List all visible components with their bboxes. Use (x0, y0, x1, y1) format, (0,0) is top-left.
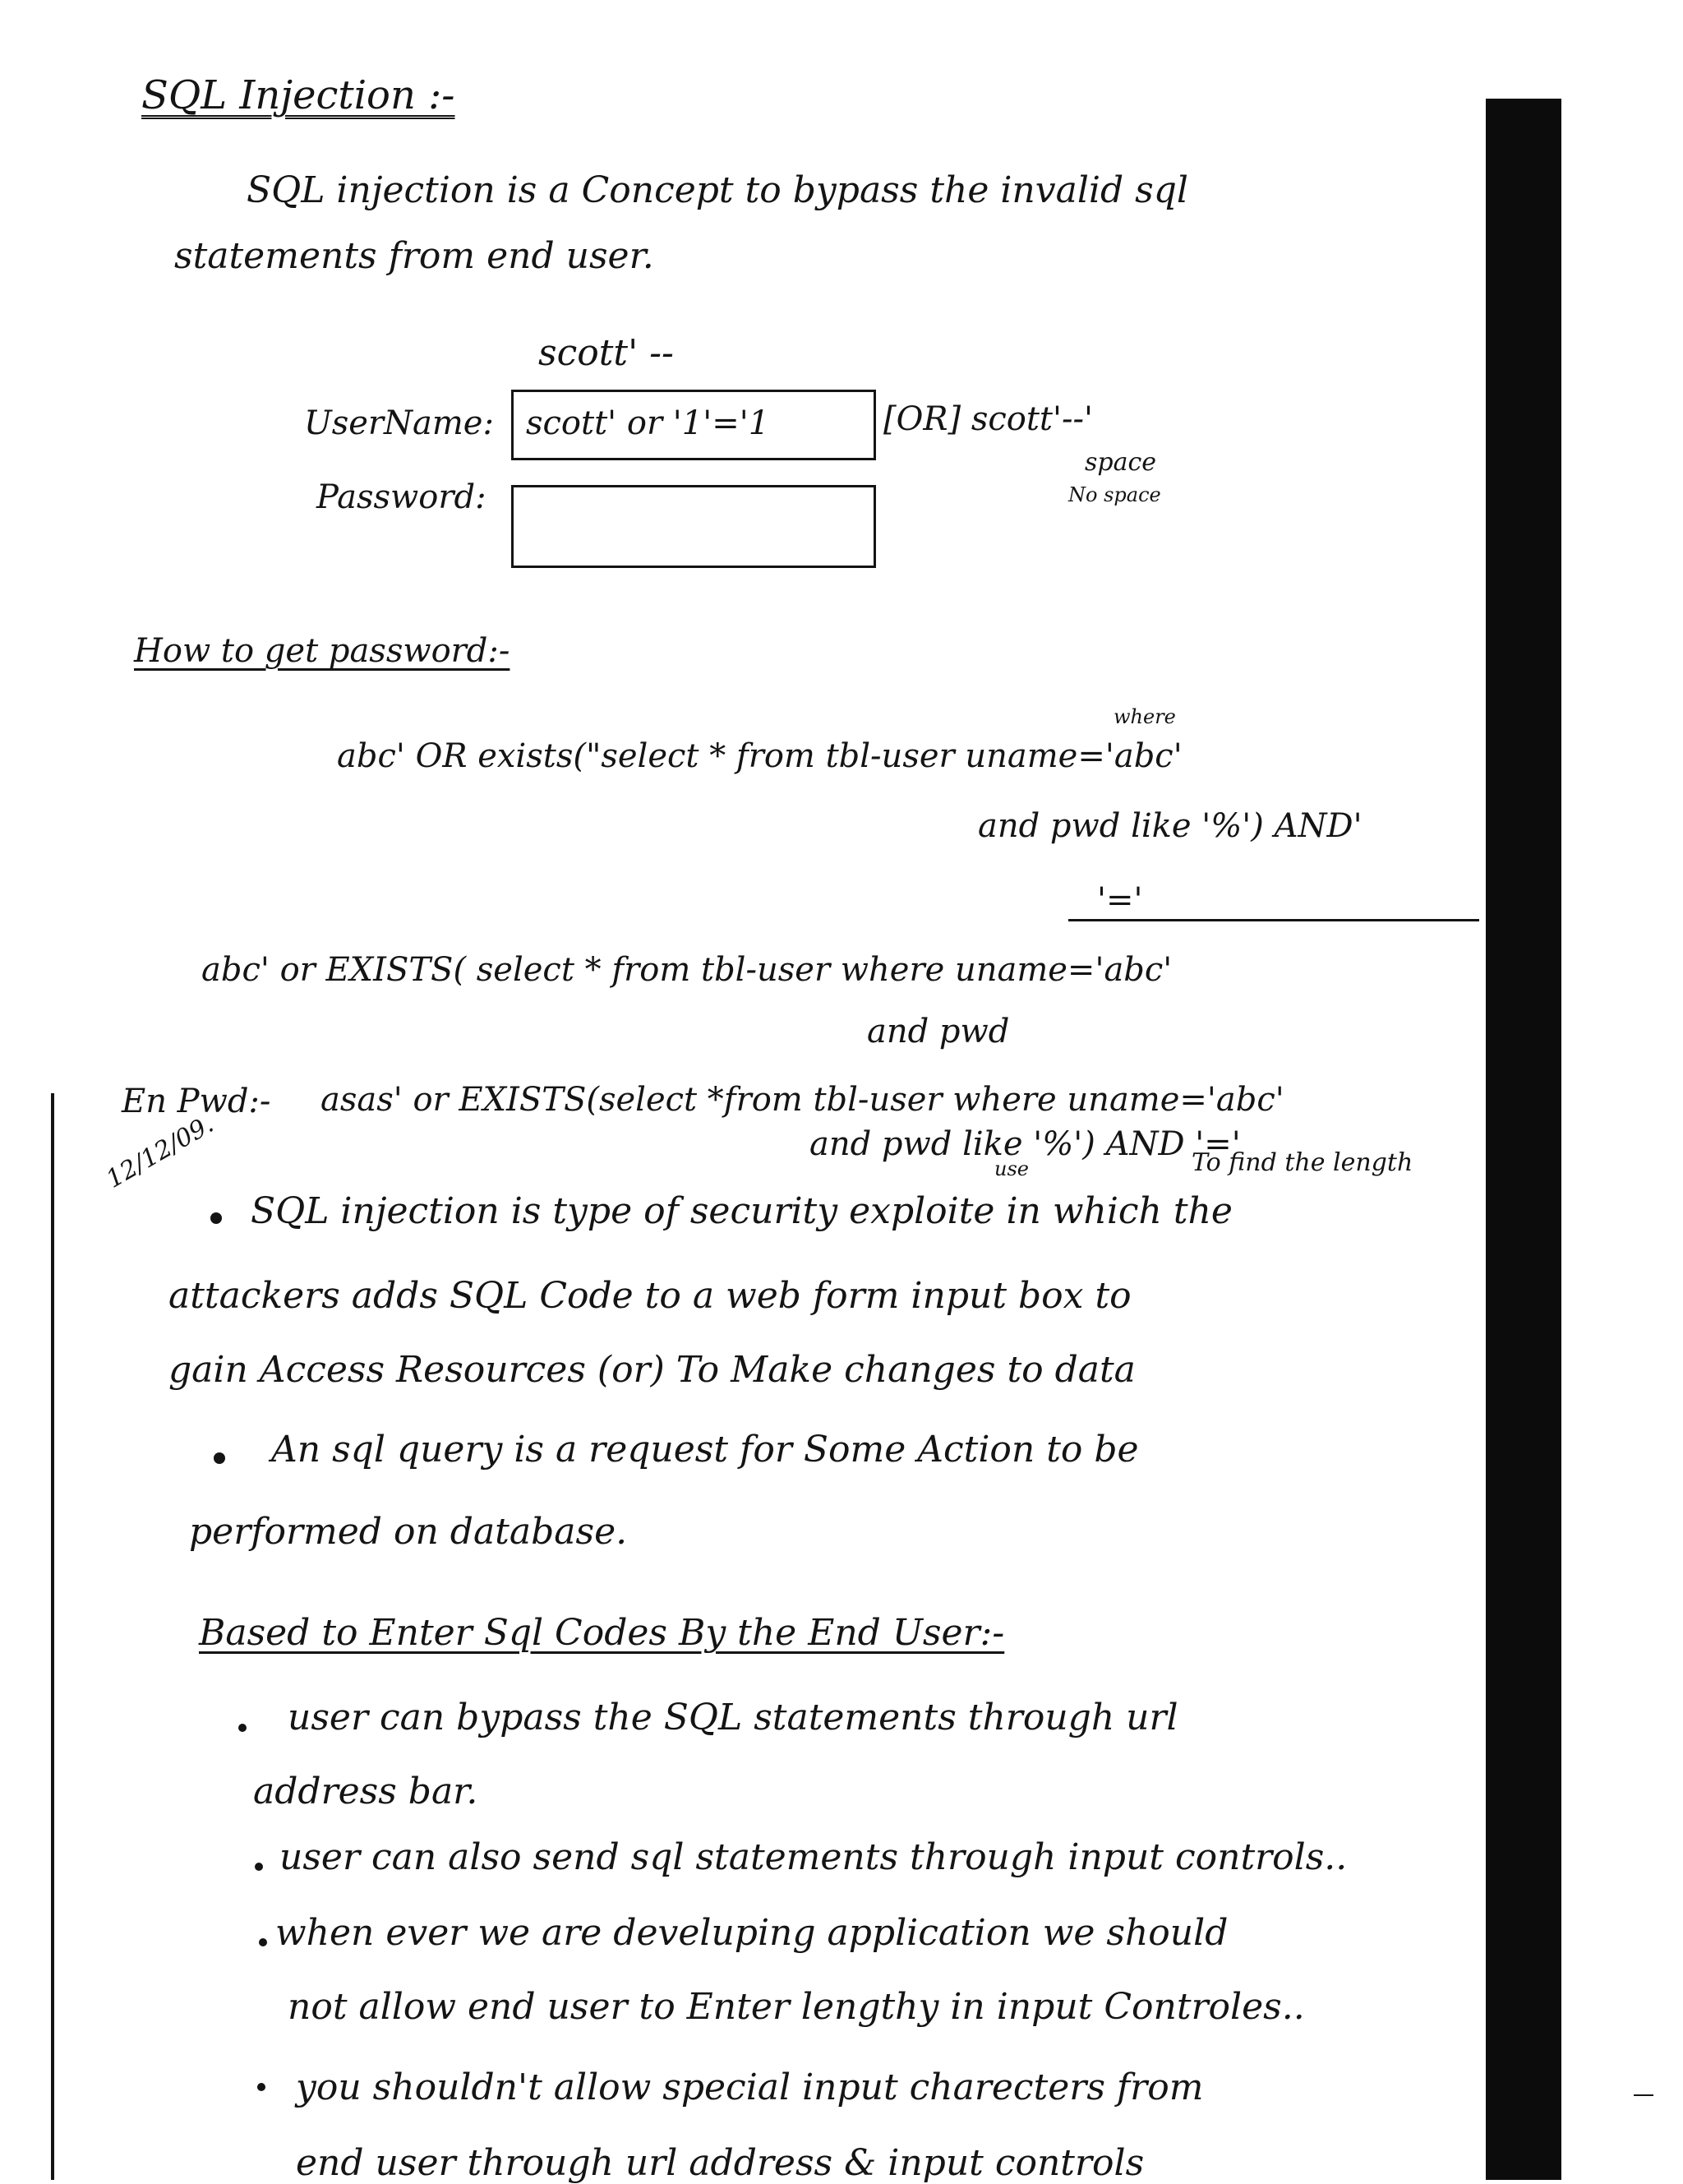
bullet-dot (259, 1938, 267, 1946)
en-pwd-query: asas' or EXISTS(select *from tbl-user where uname='abc' (320, 1081, 1284, 1119)
scan-edge-tick (1634, 2094, 1653, 2096)
username-label: UserName: (304, 404, 494, 442)
intro-line-1: SQL injection is a Concept to bypass the invalid sql (247, 169, 1188, 211)
bullet-dot (210, 1212, 222, 1224)
item-1-line-2: address bar. (253, 1771, 478, 1812)
bullet-dot (238, 1724, 247, 1732)
en-pwd-line-2: and pwd like '%') AND '=' (809, 1125, 1241, 1163)
en-pwd-label: En Pwd:- (122, 1083, 271, 1120)
intro-line-2: statements from end user. (174, 235, 654, 277)
query-2-line-1: abc' or EXISTS( select * from tbl-user where uname='abc' (201, 951, 1173, 989)
bullet-1-line-1: SQL injection is type of security exploite in which the (251, 1190, 1233, 1232)
username-field-value: scott' or '1'='1 (526, 404, 770, 442)
item-3-line-2: not allow end user to Enter lengthy in input Controles.. (288, 1986, 1305, 2028)
alternate-injection: [OR] scott'--' (883, 400, 1094, 438)
bullet-1-line-3: gain Access Resources (or) To Make changes to data (168, 1349, 1136, 1391)
query-1-line-3: '=' (1097, 881, 1143, 919)
item-4-line-2: end user through url address & input controls (296, 2142, 1145, 2184)
password-label: Password: (316, 478, 486, 516)
margin-line (51, 1093, 54, 2180)
page-title: SQL Injection :- (141, 72, 455, 118)
query-2-line-2: and pwd (867, 1013, 1010, 1050)
bullet-1-line-2: attackers adds SQL Code to a web form input box to (168, 1275, 1132, 1317)
item-3-line-1: when ever we are develuping application we should (275, 1912, 1229, 1954)
bullet-dot (214, 1452, 225, 1464)
password-field (511, 485, 876, 568)
where-note: where (1114, 705, 1176, 728)
no-space-note: No space (1068, 483, 1161, 506)
injection-example-above: scott' -- (538, 332, 674, 374)
length-note: To find the length (1192, 1148, 1413, 1177)
query-1-line-2: and pwd like '%') AND' (978, 807, 1363, 845)
date-note: 12/12/09. (101, 1110, 219, 1194)
item-4-line-1: you shouldn't allow special input charecters from (296, 2066, 1204, 2108)
scan-edge-bar (1486, 99, 1561, 2180)
bullet-2-line-1: An sql query is a request for Some Action to be (271, 1429, 1139, 1471)
item-2-line-1: user can also send sql statements through input controls.. (279, 1836, 1348, 1878)
bullet-dot (257, 2083, 265, 2091)
item-1-line-1: user can bypass the SQL statements through url (288, 1697, 1178, 1738)
space-note: space (1085, 448, 1157, 477)
use-note: use (994, 1157, 1029, 1180)
query-1-line-1: abc' OR exists("select * from tbl-user uname='abc' (337, 737, 1183, 775)
bullet-2-line-2: performed on database. (189, 1511, 628, 1553)
how-to-get-password-heading: How to get password:- (134, 632, 510, 670)
bullet-dot (255, 1863, 263, 1871)
separator-line (1068, 919, 1479, 921)
section-2-heading: Based to Enter Sql Codes By the End User:- (199, 1612, 1005, 1654)
